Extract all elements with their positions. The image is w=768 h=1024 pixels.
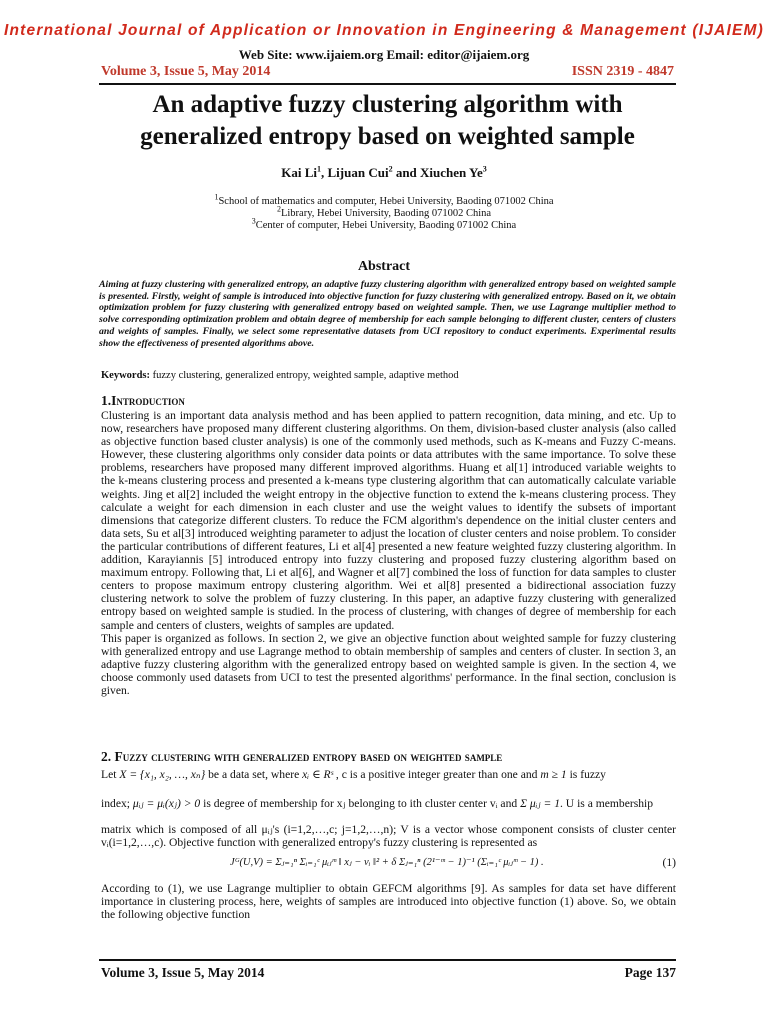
math-m: m ≥ 1 (540, 768, 567, 781)
author-name: Kai Li (281, 165, 317, 180)
text-span: index; (101, 797, 133, 810)
author-name: Lijuan Cui (327, 165, 389, 180)
abstract-text: Aiming at fuzzy clustering with generalized entropy, an adaptive fuzzy clustering algorithm with generalized entropy based on weighted sample is presented. Firstly, weight of sample is introduced into objective function for fuzzy clustering with generalized entropy. Based on it, we obtain optimization problem for fuzzy clustering with generalized entropy based on weighted sample. Then, we use Lagrange multiplier method to solve corresponding optimization problem and obtain degree of membership for each sample belonging to different cluster, centers of clusters and weights of samples. Finally, we select some representative datasets from UCI repository to conduct experiments. Experimental results show the effectiveness of presented algorithms above. (99, 279, 676, 349)
affiliation-sup: 1 (214, 192, 219, 202)
text-span: is fuzzy (566, 768, 606, 781)
affiliation (0, 192, 768, 207)
text-span: . U is a membership (560, 797, 654, 810)
footer-rule (99, 959, 676, 961)
footer-page-number: Page 137 (624, 965, 676, 980)
equation-1: Jᴳ(U,V) = Σⱼ₌₁ⁿ Σᵢ₌₁ᶜ μᵢⱼᵐ ‖ xⱼ − vᵢ ‖² + δ Σⱼ₌₁ⁿ (2¹⁻ᵐ − 1)⁻¹ (Σᵢ₌₁ᶜ μᵢⱼᵐ − 1) . (230, 857, 544, 868)
affiliation-text: Library, Hebei University, Baoding 071002 China (280, 208, 492, 219)
author-name: Xiuchen Ye (420, 165, 483, 180)
affiliation-text: Center of computer, Hebei University, Baoding 071002 China (255, 220, 517, 231)
author-list (0, 165, 768, 181)
affiliation (0, 204, 768, 219)
sec2-line-3: matrix which is composed of all μᵢⱼ's (i=1,2,…,c; j=1,2,…,n); V is a vector whose component consists of cluster center vᵢ(i=1,2,…,c). Objective function with generalized entropy's fuzzy clustering is represented as (101, 823, 676, 850)
journal-website: Web Site: www.ijaiem.org Email: editor@ijaiem.org (238, 47, 530, 62)
text-span: be a data set, where (205, 768, 303, 781)
affiliation-sup: 3 (251, 216, 256, 226)
equation-number: (1) (662, 856, 676, 869)
text-span: Let (101, 768, 120, 781)
header-volume-line (101, 64, 674, 82)
sec2-line-2 (101, 797, 676, 810)
section-1-body (101, 409, 676, 697)
affiliation (0, 216, 768, 231)
section-1-heading: 1.Introduction (101, 393, 185, 408)
paragraph: Clustering is an important data analysis method and has been applied to pattern recognition, data mining, and etc. Up to now, researchers have proposed many different clustering algorithms. On them, division-based cluster analysis (also called as objective function based cluster analysis) is one of the commonly used methods, such as K-means and Fuzzy C-means. However, these clustering algorithms only consider data points or data attributes with the same importance. To solve these problems, researchers have proposed many different improved algorithms. Huang et al[1] introduced variable weights to the k-means clustering process and presented a k-means type clustering algorithm that can automatically calculate variable weights. Jing et al[2] included the weight entropy in the objective function to extend the k-means clustering process. They calculate a weight for each dimension in each cluster and use the weight values to identify the subsets of important dimensions that categorize different clusters. To reduce the FCM algorithm's dependence on the initial cluster centers and data sets, Su et al[3] introduced weighting parameter to adjust the location of cluster centers and noise problem. To consider the particular contributions of different features, Li et al[4] presented a new feature weighted fuzzy clustering algorithm. In addition, Karayiannis [5] introduced entropy into fuzzy clustering and proposed fuzzy clustering algorithm based on maximum entropy. Following that, Li et al[6], and Wagner et al[7] combined the loss of function for data samples to cluster centers to propose maximum entropy clustering algorithm. Wei et al[8] presented a bidirectional association fuzzy clustering network to solve the problem of fuzzy clustering. In this paper, an adaptive fuzzy clustering with generalized entropy based on weighted sample is studied. In the process of clustering, with changes of degree of membership for each sample and centers of clusters, weights of samples are updated. (101, 409, 676, 632)
paper-title (99, 89, 676, 153)
title-line-1: An adaptive fuzzy clustering algorithm with (152, 91, 623, 118)
affiliation-text: School of mathematics and computer, Hebei University, Baoding 071002 China (218, 196, 554, 207)
math-sum-constraint: Σ μᵢⱼ = 1 (520, 797, 560, 810)
math-membership: μᵢⱼ = μᵢ(xⱼ) > 0 (132, 797, 201, 810)
abstract-heading: Abstract (357, 259, 411, 274)
paragraph: This paper is organized as follows. In section 2, we give an objective function about weighted sample for fuzzy clustering with generalized entropy and use Lagrange method to obtain membership of samples and centers of cluster. In section 3, an adaptive fuzzy clustering algorithm with the generalized entropy based on weighted sample is given. In the section 4, we choose commonly used datasets from UCI to test the presented algorithms' performance. In the final section, conclusion is given. (101, 631, 676, 697)
author-separator: and (392, 165, 421, 180)
math-dataset: X = {x₁, x₂, …, xₙ} (119, 768, 206, 781)
text-span: is degree of membership for xⱼ belonging to ith cluster center vᵢ and (200, 797, 521, 810)
section-2-heading: 2. Fuzzy clustering with generalized entropy based on weighted sample (101, 749, 503, 764)
keywords (101, 370, 678, 381)
header-issn: ISSN 2319 - 4847 (571, 64, 674, 79)
affiliation-sup: 2 (276, 204, 281, 214)
text-span: , c is a positive integer greater than one and (333, 768, 541, 781)
journal-name: International Journal of Application or Innovation in Engineering & Management (IJAIEM) (3, 22, 765, 39)
header-volume: Volume 3, Issue 5, May 2014 (101, 64, 271, 79)
author-separator: , (321, 165, 328, 180)
author-sup: 2 (388, 164, 393, 174)
header-rule (99, 83, 676, 85)
keywords-text: fuzzy clustering, generalized entropy, weighted sample, adaptive method (150, 370, 459, 381)
footer-volume: Volume 3, Issue 5, May 2014 (101, 965, 265, 980)
sec2-paragraph: According to (1), we use Lagrange multiplier to obtain GEFCM algorithms [9]. As samples for data set have different importance in clustering process, here, weights of samples are introduced into objective function (1) above. So, we obtain the following objective function (101, 882, 676, 922)
sec2-line-1 (101, 768, 676, 781)
author-sup: 1 (317, 164, 321, 174)
title-line-2: generalized entropy based on weighted sample (140, 123, 635, 150)
author-sup: 3 (482, 164, 487, 174)
keywords-label: Keywords: (101, 370, 150, 381)
math-xi: xᵢ ∈ Rˢ (302, 768, 334, 781)
